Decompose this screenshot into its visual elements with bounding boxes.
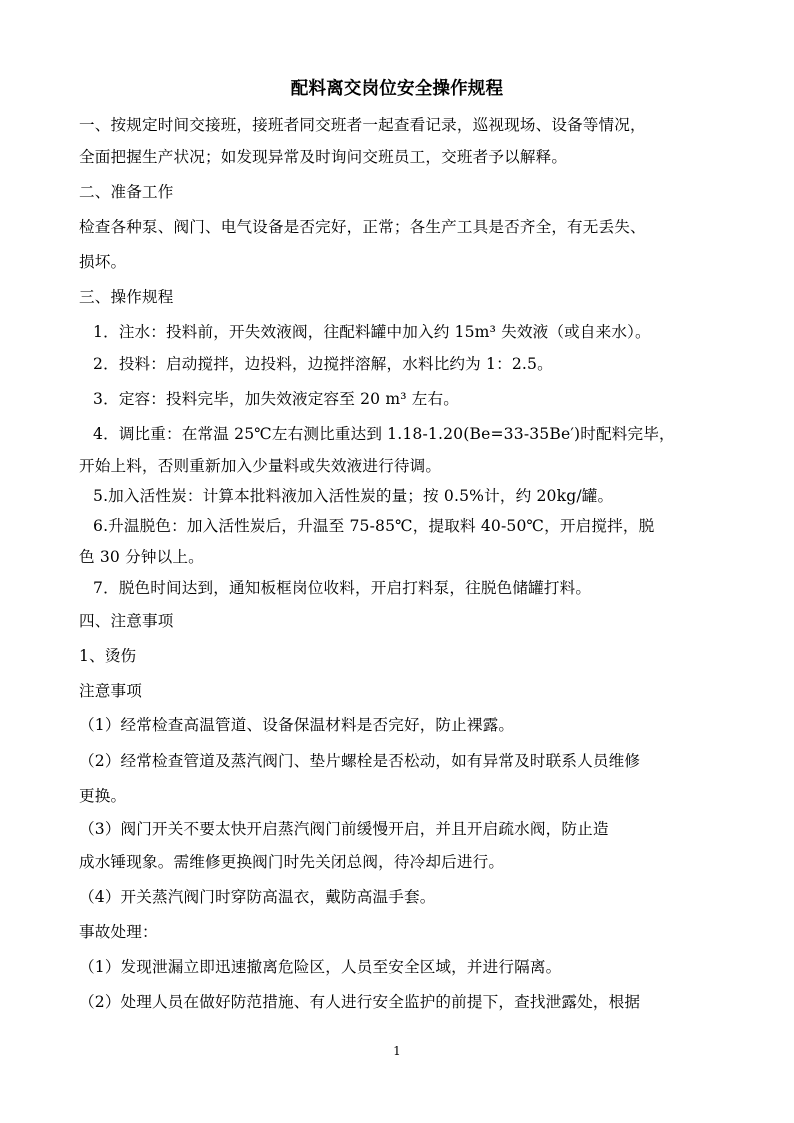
subsection-heading: 事故处理：: [79, 923, 158, 941]
list-item: 1．注水：投料前，开失效液阀，往配料罐中加入约 15m³ 失效液（或自来水）。: [93, 323, 651, 341]
list-item: 7．脱色时间达到，通知板框岗位收料，开启打料泵，往脱色储罐打料。: [93, 579, 592, 597]
list-item: 2．投料：启动搅拌，边投料，边搅拌溶解，水料比约为 1：2.5。: [93, 355, 553, 373]
text-line: 全面把握生产状况；如发现异常及时询问交班员工，交班者予以解释。: [79, 148, 568, 166]
text-line: 更换。: [79, 787, 127, 805]
section-heading: 二、准备工作: [79, 183, 174, 201]
list-item: 4．调比重：在常温 25℃左右测比重达到 1.18-1.20(Be=33-35Be′)时配料完毕，: [93, 425, 675, 443]
text-line: 成水锤现象。需维修更换阀门时先关闭总阀，待冷却后进行。: [79, 853, 505, 871]
subsection-heading: 1、烫伤: [79, 647, 137, 665]
list-item: （1）发现泄漏立即迅速撤离危险区，人员至安全区域，并进行隔离。: [79, 958, 562, 976]
section-heading: 四、注意事项: [79, 612, 174, 630]
list-item: （4）开关蒸汽阀门时穿防高温衣，戴防高温手套。: [79, 888, 436, 906]
list-item: （3）阀门开关不要太快开启蒸汽阀门前缓慢开启，并且开启疏水阀，防止造: [79, 820, 609, 838]
list-item: 3．定容：投料完毕，加失效液定容至 20 m³ 左右。: [93, 390, 460, 408]
page-title: 配料离交岗位安全操作规程: [290, 79, 504, 99]
list-item: 6.升温脱色：加入活性炭后，升温至 75-85℃，提取料 40-50℃，开启搅拌，脱: [93, 517, 655, 535]
text-line: 一、按规定时间交接班，接班者同交班者一起查看记录，巡视现场、设备等情况，: [79, 116, 646, 134]
section-heading: 三、操作规程: [79, 288, 174, 306]
list-item: 5.加入活性炭：计算本批料液加入活性炭的量；按 0.5%计，约 20kg/罐。: [93, 487, 614, 505]
text-line: 开始上料，否则重新加入少量料或失效液进行待调。: [79, 457, 442, 475]
list-item: （2）处理人员在做好防范措施、有人进行安全监护的前提下，查找泄露处，根据: [79, 993, 641, 1011]
page-number: 1: [393, 1044, 401, 1058]
text-line: 损坏。: [79, 253, 127, 271]
text-line: 色 30 分钟以上。: [79, 548, 204, 566]
list-item: （2）经常检查管道及蒸汽阀门、垫片螺栓是否松动，如有异常及时联系人员维修: [79, 752, 641, 770]
subsection-heading: 注意事项: [79, 682, 142, 700]
list-item: （1）经常检查高温管道、设备保温材料是否完好，防止裸露。: [79, 716, 515, 734]
text-line: 检查各种泵、阀门、电气设备是否完好，正常；各生产工具是否齐全，有无丢失、: [79, 218, 646, 236]
